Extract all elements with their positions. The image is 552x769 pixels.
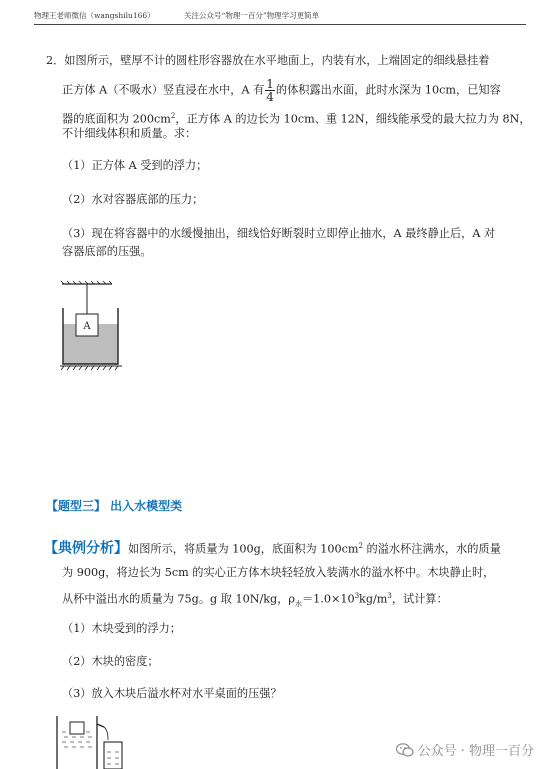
example-line3d: ，试计算：	[391, 592, 448, 606]
example-sub1: （1）木块受到的浮力；	[62, 622, 181, 635]
beaker	[104, 742, 122, 769]
container-figure	[56, 280, 126, 372]
example-line3a: 从杯中溢出水的质量为 75g。g 取 10N/kg，ρ	[62, 592, 295, 606]
example-line3b: ＝1.0×10	[301, 592, 355, 606]
example-line1a: 如图所示，将质量为 100g，底面积为 100cm	[128, 542, 359, 556]
example-line1b: 的溢水杯注满水，水的质量	[362, 542, 501, 556]
fraction-numerator: 1	[266, 77, 274, 91]
watermark-text: 公众号 · 物理一百分	[417, 744, 534, 759]
ceiling-support	[61, 281, 112, 284]
header-left-text: 物理王老师微信（wangshilu166）	[34, 11, 155, 20]
example-line3-sub: 水	[294, 599, 302, 608]
spout-stream	[104, 727, 108, 740]
example-sub3: （3）放入木块后溢水杯对水平桌面的压强？	[62, 687, 282, 700]
example-tag: 【典例分析】	[44, 540, 128, 557]
q2-line2	[62, 78, 501, 103]
q2-sub3b: 容器底部的压强。	[62, 245, 152, 258]
section-title: 【题型三】 出入水模型类	[46, 499, 183, 513]
wood-block	[70, 722, 84, 734]
fraction-denominator: 4	[266, 90, 274, 104]
watermark	[396, 740, 534, 759]
example-line3-sup2: 3	[387, 592, 392, 600]
fraction	[265, 78, 275, 103]
example-line3c: kg/m	[359, 592, 388, 606]
example-line3-sup: 3	[354, 592, 360, 600]
cube-a-label: A	[83, 321, 91, 332]
q2-line4: 不计细线体积和质量。求：	[62, 127, 197, 140]
q2-sub2: （2）水对容器底部的压力；	[62, 193, 204, 206]
floor-hatch	[60, 366, 122, 370]
example-line1-sup: 2	[358, 542, 363, 550]
example-line1	[44, 538, 501, 558]
q2-line2a: 正方体 A（不吸水）竖直浸在水中，A 有	[62, 83, 265, 97]
header-right-text: 关注公众号“物理一百分”物理学习更简单	[184, 11, 320, 20]
q2-line3b: ，正方体 A 的边长为 10cm、重 12N，细线能承受的最大拉力为 8N，	[175, 112, 531, 126]
q2-line3	[62, 108, 531, 128]
example-sub2: （2）木块的密度；	[62, 655, 159, 668]
wechat-icon	[396, 743, 414, 757]
example-line2: 为 900g，将边长为 5cm 的实心正方体木块轻轻放入装满水的溢水杯中。木块静止时，	[62, 566, 495, 579]
q2-sub1: （1）正方体 A 受到的浮力；	[62, 159, 208, 172]
q2-line3a: 器的底面积为 200cm	[62, 112, 171, 126]
q2-sub3a: （3）现在将容器中的水缓慢抽出，细线恰好断裂时立即停止抽水，A 最终静止后，A 对	[62, 227, 496, 240]
overflow-cup-figure	[52, 714, 132, 769]
page-header	[34, 10, 526, 25]
example-line3	[62, 588, 448, 612]
q2-line1: 2．如图所示，壁厚不计的圆柱形容器放在水平地面上，内装有水，上端固定的细线悬挂着	[46, 54, 490, 67]
q2-line3-sup: 2	[170, 112, 176, 120]
q2-line2b: 的体积露出水面，此时水深为 10cm，已知容	[275, 83, 501, 97]
